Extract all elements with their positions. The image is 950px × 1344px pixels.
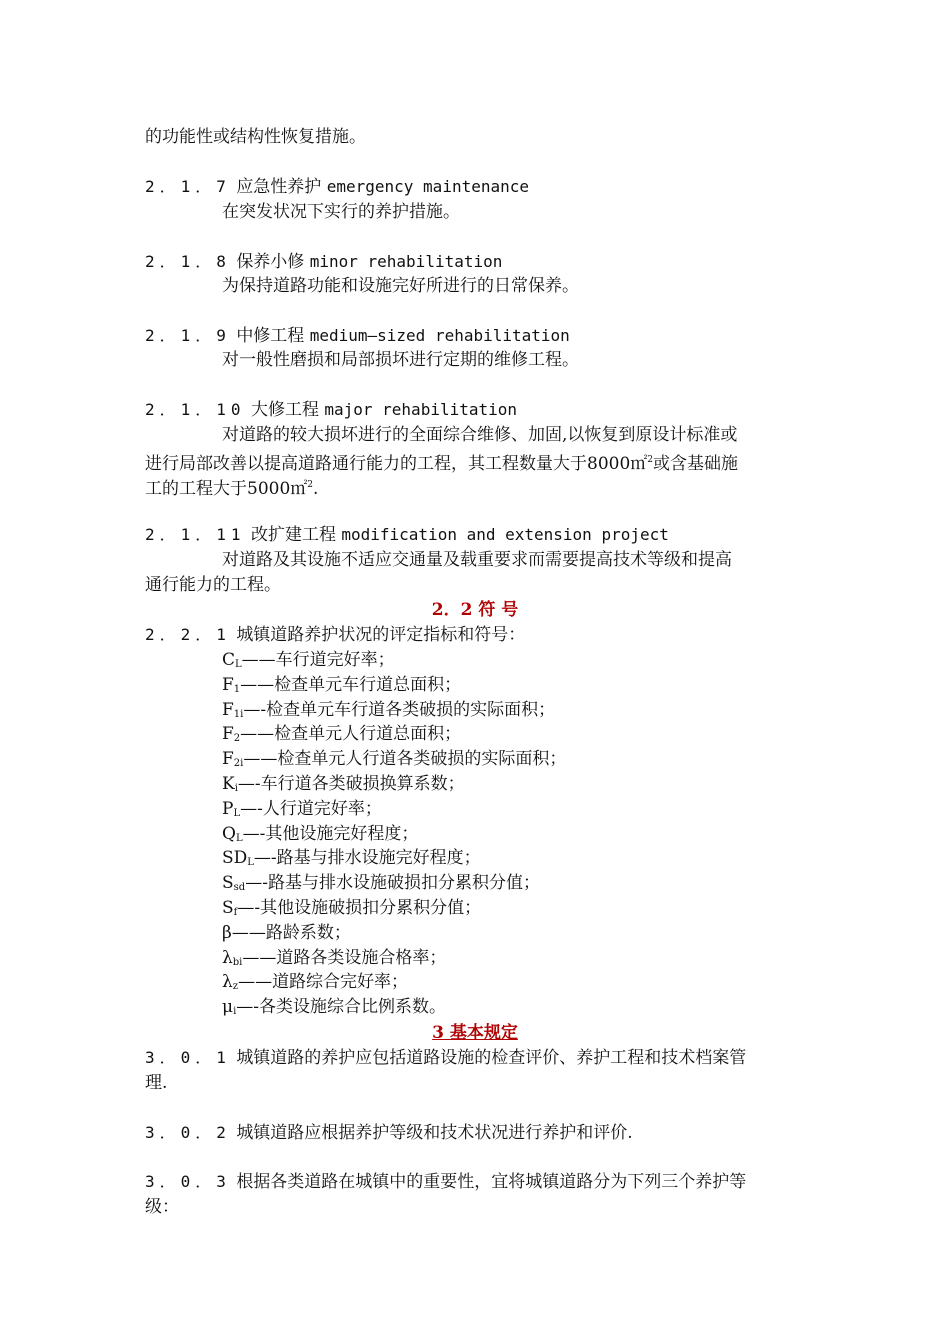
symbol-description: ——道路综合完好率；: [238, 972, 409, 992]
symbol-description: —-路基与排水设施完好程度；: [253, 848, 481, 868]
symbol-description: ——路龄系数；: [231, 923, 351, 943]
clause-number: 2．2．1: [145, 625, 231, 644]
text-line: 的功能性或结构性恢复措施。: [145, 127, 366, 147]
symbol-subscript: L: [247, 857, 254, 868]
clause-definition: 对道路的较大损坏进行的全面综合维修、加固,以恢复到原设计标准或: [222, 425, 738, 445]
symbol-subscript: L: [233, 808, 241, 819]
clause-text: 城镇道路的养护应包括道路设施的检查评价、养护工程和技术档案管: [236, 1048, 747, 1068]
symbol-description: —-路基与排水设施破损扣分累积分值；: [245, 873, 540, 893]
clause-number: 2．1．11: [145, 525, 246, 544]
symbol-description: —-其他设施完好程度；: [242, 824, 419, 844]
symbol-description: ——道路各类设施合格率；: [242, 948, 447, 968]
clause-title: 大修工程: [250, 400, 319, 420]
symbol-item: [222, 648, 395, 672]
clause-definition-cont: 进行局部改善以提高道路通行能力的工程，其工程数量大于8000㎡$^2$或含基础施: [145, 454, 738, 474]
clause-2-1-10: [145, 398, 517, 422]
symbol-base: SD: [222, 848, 248, 868]
symbol-item: [222, 846, 481, 870]
symbol-base: S: [222, 898, 234, 918]
clause-number: 2．1．7: [145, 177, 231, 196]
symbol-base: Q: [222, 824, 236, 844]
clause-2-1-11: [145, 523, 669, 547]
symbol-base: C: [222, 650, 236, 670]
clause-title: 改扩建工程: [250, 525, 336, 545]
clause-title: 中修工程: [236, 326, 305, 346]
clause-number: 2．1．9: [145, 326, 231, 345]
clause-2-2-1: [145, 623, 525, 647]
clause-english: modification and extension project: [341, 525, 669, 544]
symbol-subscript: z: [232, 981, 239, 992]
clause-3-0-3: [145, 1170, 746, 1194]
clause-definition-cont: 工的工程大于5000㎡$^2$.: [145, 479, 319, 499]
clause-text-cont: 级：: [145, 1197, 179, 1217]
clause-number: 2．1．8: [145, 252, 231, 271]
symbol-item: [222, 896, 481, 920]
symbol-base: F: [222, 675, 234, 695]
symbol-subscript: i: [234, 783, 238, 794]
symbol-subscript: 2i: [233, 758, 244, 769]
symbol-description: ——车行道完好率；: [241, 650, 395, 670]
symbol-base: λ: [222, 972, 233, 992]
symbol-subscript: L: [235, 833, 243, 844]
symbol-subscript: 2: [233, 733, 241, 744]
symbol-description: —-检查单元车行道各类破损的实际面积；: [243, 700, 556, 720]
symbol-subscript: 1: [233, 684, 241, 695]
symbol-item: [222, 722, 461, 746]
clause-text: 城镇道路养护状况的评定指标和符号：: [236, 625, 526, 645]
symbol-description: —-人行道完好率；: [240, 799, 382, 819]
clause-number: 3．0．1: [145, 1048, 231, 1067]
symbol-base: K: [222, 774, 235, 794]
clause-title: 保养小修: [236, 252, 305, 272]
symbol-base: β: [222, 923, 232, 943]
clause-definition-cont: 通行能力的工程。: [145, 575, 281, 595]
symbol-description: ——检查单元人行道总面积；: [240, 724, 462, 744]
clause-text: 根据各类道路在城镇中的重要性，宜将城镇道路分为下列三个养护等: [236, 1172, 747, 1192]
symbol-description: —-其他设施破损扣分累积分值；: [237, 898, 482, 918]
symbol-item: [222, 698, 555, 722]
clause-english: emergency maintenance: [326, 177, 530, 196]
symbol-base: S: [222, 873, 234, 893]
symbol-subscript: L: [235, 659, 242, 670]
clause-definition: 为保持道路功能和设施完好所进行的日常保养。: [222, 276, 579, 296]
symbol-subscript: f: [233, 907, 238, 918]
clause-3-0-1: [145, 1046, 746, 1070]
clause-number: 3．0．3: [145, 1172, 231, 1191]
symbol-item: [222, 995, 446, 1019]
clause-english: medium—sized rehabilitation: [309, 326, 570, 345]
clause-english: major rehabilitation: [324, 400, 518, 419]
symbol-item: [222, 946, 446, 970]
symbol-description: —-车行道各类破损换算系数；: [237, 774, 465, 794]
clause-2-1-9: [145, 324, 570, 348]
symbol-base: F: [222, 724, 234, 744]
symbol-subscript: bi: [232, 957, 243, 968]
clause-number: 3．0．2: [145, 1123, 231, 1142]
symbol-item: [222, 921, 351, 945]
symbol-base: F: [222, 700, 234, 720]
symbol-item: [222, 970, 408, 994]
symbol-item: [222, 871, 540, 895]
clause-english: minor rehabilitation: [309, 252, 503, 271]
clause-3-0-2: [145, 1121, 633, 1145]
clause-title: 应急性养护: [236, 177, 322, 197]
clause-text: 城镇道路应根据养护等级和技术状况进行养护和评价.: [236, 1123, 633, 1143]
clause-2-1-8: [145, 250, 502, 274]
symbol-description: ——检查单元人行道各类破损的实际面积；: [243, 749, 567, 769]
symbol-item: [222, 747, 566, 771]
clause-text-cont: 理.: [145, 1073, 168, 1093]
clause-number: 2．1．10: [145, 400, 246, 419]
symbol-base: P: [222, 799, 234, 819]
area-value: 5000㎡: [247, 479, 308, 499]
symbol-subscript: 1i: [233, 709, 244, 720]
clause-2-1-7: [145, 175, 529, 199]
symbol-subscript: i: [233, 1006, 237, 1017]
symbol-description: ——检查单元车行道总面积；: [240, 675, 462, 695]
section-heading-2-2: 2．2 符 号: [431, 600, 519, 620]
symbol-item: [222, 772, 465, 796]
clause-definition: 对一般性磨损和局部损坏进行定期的维修工程。: [222, 350, 579, 370]
symbol-base: μ: [222, 997, 234, 1017]
symbol-item: [222, 822, 418, 846]
symbol-subscript: sd: [233, 882, 246, 893]
section-heading-3: 3 基本规定: [432, 1023, 518, 1043]
symbol-description: —-各类设施综合比例系数。: [236, 997, 447, 1017]
area-value: 8000㎡: [587, 454, 648, 474]
symbol-base: λ: [222, 948, 233, 968]
clause-definition: 在突发状况下实行的养护措施。: [222, 202, 460, 222]
symbol-item: [222, 797, 382, 821]
symbol-item: [222, 673, 461, 697]
clause-definition: 对道路及其设施不适应交通量及载重要求而需要提高技术等级和提高: [222, 550, 732, 570]
symbol-base: F: [222, 749, 234, 769]
